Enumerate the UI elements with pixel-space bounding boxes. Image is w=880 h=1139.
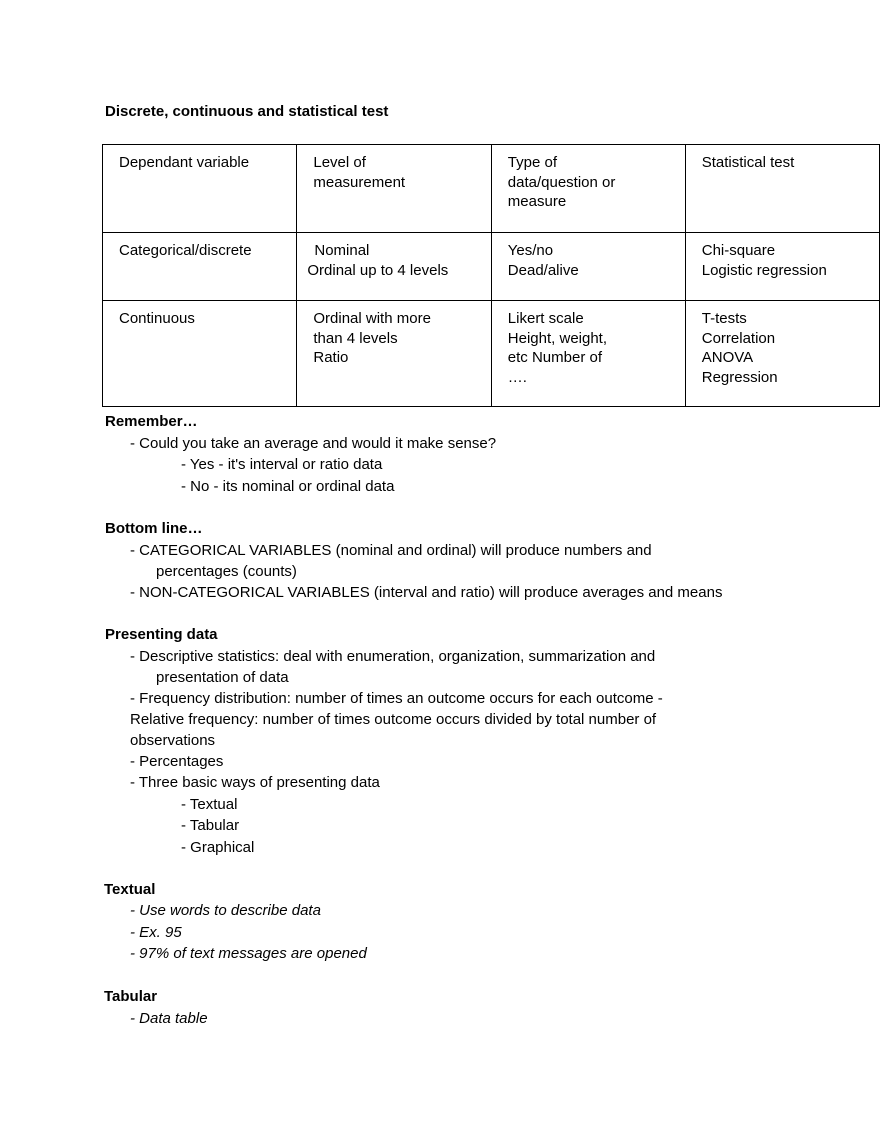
presenting-subitem: - Tabular — [181, 817, 240, 834]
presenting-subitem: - Textual — [181, 796, 238, 813]
cell-text: …. — [507, 368, 527, 386]
cell-text: Ordinal with more — [313, 310, 431, 327]
cell-text: Yes/no — [507, 242, 554, 259]
textual-item: - Use words to describe data — [130, 902, 321, 919]
cell-text: Height, weight, — [507, 329, 608, 347]
cell-text: Regression — [701, 368, 778, 386]
presenting-item: - Percentages — [130, 753, 224, 770]
table-cell — [297, 145, 491, 233]
table-cell — [685, 145, 879, 233]
table-row — [103, 301, 880, 407]
page-title: Discrete, continuous and statistical test — [105, 103, 389, 120]
cell-text: Logistic regression — [701, 261, 827, 279]
bottom-line-item: - NON-CATEGORICAL VARIABLES (interval and ratio) will produce averages and means — [130, 584, 723, 601]
presenting-heading: Presenting data — [105, 626, 218, 643]
cell-text: ANOVA — [701, 349, 754, 366]
tabular-heading: Tabular — [104, 988, 158, 1005]
textual-item: - 97% of text messages are opened — [130, 945, 367, 962]
textual-item: - Ex. 95 — [130, 924, 182, 941]
table-row — [103, 233, 880, 301]
table-cell — [103, 233, 297, 301]
table-cell — [685, 233, 879, 301]
table-row — [103, 145, 880, 233]
tabular-item: - Data table — [130, 1010, 208, 1027]
cell-text: measurement — [313, 173, 406, 191]
presenting-item: - Descriptive statistics: deal with enumeration, organization, summarization and — [130, 648, 656, 665]
cell-text: data/question or — [507, 173, 616, 191]
bottom-line-item-cont: percentages (counts) — [156, 563, 297, 580]
remember-question: - Could you take an average and would it make sense? — [130, 435, 497, 452]
cell-text: Nominal — [314, 242, 370, 259]
cell-text: Ratio — [313, 349, 349, 366]
table-cell — [297, 301, 491, 407]
table-cell — [491, 145, 685, 233]
presenting-item-cont: observations — [130, 732, 216, 749]
table-cell — [103, 145, 297, 233]
cell-text: Correlation — [701, 329, 776, 347]
cell-text: Type of — [507, 154, 557, 171]
cell-text: Level of — [313, 154, 366, 171]
cell-text: Categorical/discrete — [119, 242, 252, 259]
cell-text: measure — [507, 193, 567, 210]
cell-text: Ordinal up to 4 levels — [307, 261, 449, 279]
presenting-subitem: - Graphical — [181, 839, 255, 856]
cell-text: than 4 levels — [313, 329, 398, 347]
table-cell — [491, 233, 685, 301]
table-cell — [297, 233, 491, 301]
cell-text: T-tests — [701, 310, 747, 327]
table-cell — [103, 301, 297, 407]
cell-text: etc Number of — [507, 349, 603, 366]
presenting-item: - Three basic ways of presenting data — [130, 774, 380, 791]
presenting-item-cont: Relative frequency: number of times outcome occurs divided by total number of — [130, 711, 657, 728]
table-cell — [685, 301, 879, 407]
cell-text: Continuous — [119, 310, 195, 327]
remember-yes: - Yes - it's interval or ratio data — [181, 456, 383, 473]
stats-table — [102, 144, 880, 407]
cell-text: Chi-square — [701, 242, 776, 259]
table-cell — [491, 301, 685, 407]
remember-no: - No - its nominal or ordinal data — [181, 478, 395, 495]
bottom-line-heading: Bottom line… — [105, 520, 203, 537]
cell-text: Statistical test — [701, 154, 795, 171]
presenting-item-cont: presentation of data — [156, 669, 289, 686]
cell-text: Likert scale — [507, 310, 584, 327]
textual-heading: Textual — [104, 881, 156, 898]
bottom-line-item: - CATEGORICAL VARIABLES (nominal and ordinal) will produce numbers and — [130, 542, 652, 559]
cell-text: Dependant variable — [119, 154, 250, 171]
presenting-item: - Frequency distribution: number of times an outcome occurs for each outcome - — [130, 690, 663, 707]
remember-heading: Remember… — [105, 413, 198, 430]
cell-text: Dead/alive — [507, 261, 579, 279]
